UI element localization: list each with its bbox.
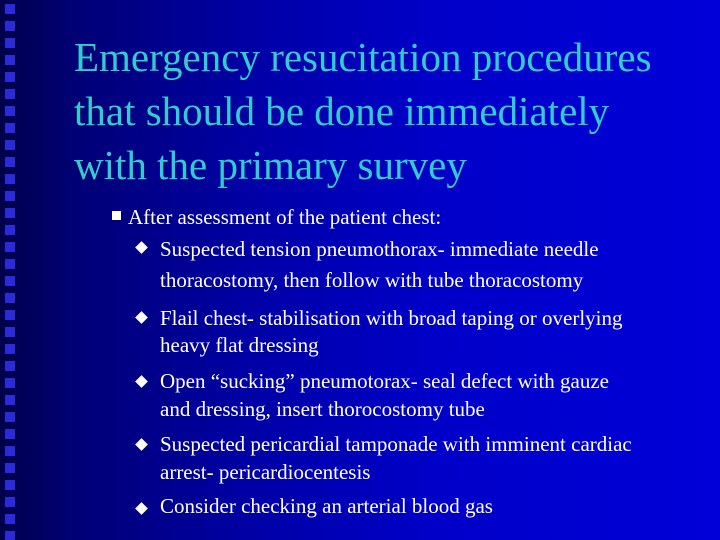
diamond-bullet-icon xyxy=(135,438,148,451)
sub-bullet-1-line-2: thoracostomy, then follow with tube thoracostomy xyxy=(160,268,584,292)
sub-bullet-2-line-1: Flail chest- stabilisation with broad taping or overlying xyxy=(160,306,623,330)
title-line-1: Emergency resucitation procedures xyxy=(74,34,652,80)
sub-bullet-2-line-2: heavy flat dressing xyxy=(160,333,319,357)
sub-bullet-4-line-1: Suspected pericardial tamponade with imminent cardiac xyxy=(160,432,632,456)
sub-bullet-1-line-1: Suspected tension pneumothorax- immediate needle xyxy=(160,237,599,261)
sub-bullet-5-line-1: Consider checking an arterial blood gas xyxy=(160,494,493,518)
diamond-bullet-icon xyxy=(135,311,148,324)
diamond-bullet-icon xyxy=(135,375,148,388)
diamond-bullet-icon xyxy=(135,502,148,515)
main-bullet-text: After assessment of the patient chest: xyxy=(128,205,442,229)
title-line-2: that should be done immediately xyxy=(74,88,610,134)
sub-bullet-3-line-1: Open “sucking” pneumotorax- seal defect with gauze xyxy=(160,369,609,393)
square-bullet-icon xyxy=(112,211,121,220)
sub-bullet-4-line-2: arrest- pericardiocentesis xyxy=(160,460,371,484)
sub-bullet-3-line-2: and dressing, insert thorocostomy tube xyxy=(160,397,485,421)
diamond-bullet-icon xyxy=(135,241,148,254)
title-line-3: with the primary survey xyxy=(74,142,467,188)
